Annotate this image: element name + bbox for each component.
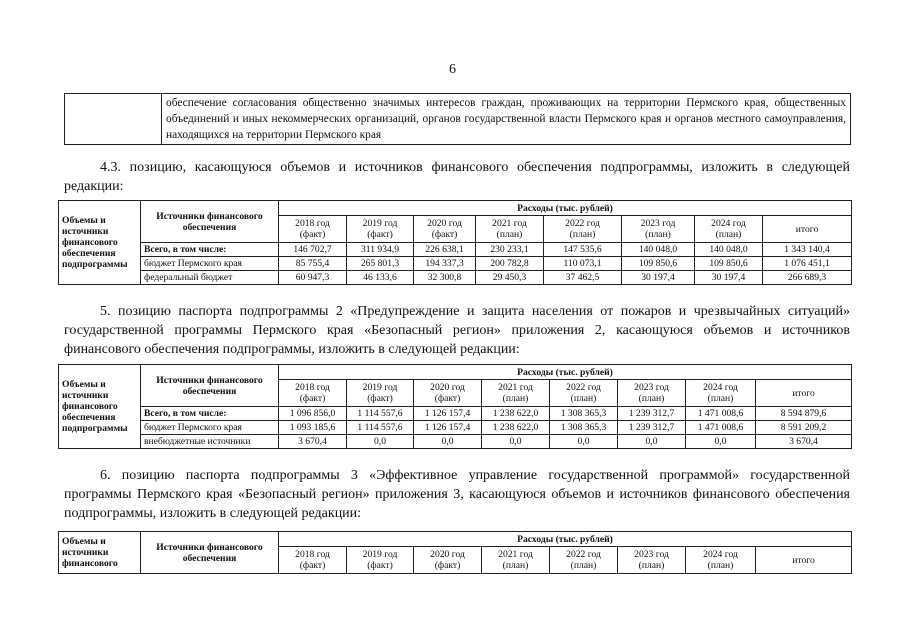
year-type: (факт) [367,229,393,240]
table-row [59,243,852,257]
total-cell: 3 670,4 [756,435,852,449]
value-cell: 140 048,0 [622,243,695,257]
table-row [59,257,852,271]
expenses-header: Расходы (тыс. рублей) [279,365,852,380]
value-cell: 110 073,1 [544,257,622,271]
table-row [59,421,852,435]
financing-table-2 [58,364,852,449]
value-cell: 0,0 [550,435,618,449]
year-header [550,380,618,407]
year-label: 2020 год [430,549,465,560]
value-cell: 146 702,7 [279,243,347,257]
year-type: (факт) [299,560,326,571]
value-cell: 1 114 557,6 [347,407,414,421]
value-cell: 140 048,0 [695,243,763,257]
year-type: (план) [570,560,597,571]
sources-header: Источники финансового обеспечения [141,201,279,243]
value-cell: 311 934,9 [347,243,414,257]
year-type: (план) [645,229,671,240]
year-header [618,547,686,574]
year-type: (план) [570,393,597,404]
value-cell: 1 471 008,6 [686,407,756,421]
year-header [482,380,550,407]
year-header [550,547,618,574]
value-cell: 147 535,6 [544,243,622,257]
year-label: 2019 год [362,549,398,560]
table-row [59,407,852,421]
year-type: (план) [496,229,523,240]
value-cell: 0,0 [686,435,756,449]
value-cell: 200 782,8 [476,257,544,271]
year-label: 2022 год [566,382,601,393]
paragraph-6: 6. позицию паспорта подпрограммы 3 «Эффективное управление государственной программой» государственной программы Пермского края «Безопасный регион» приложения 3, касающуюся объемов и источников финансового обеспечения подпрограммы, изложить в следующей редакции: [64,468,850,521]
year-type: (план) [707,560,734,571]
expenses-header: Расходы (тыс. рублей) [279,201,852,216]
sources-header: Источники финансового обеспечения [141,532,279,574]
total-cell: 1 343 140,4 [763,243,852,257]
value-cell: 1 093 185,6 [279,421,347,435]
year-type: (факт) [434,560,461,571]
value-cell: 37 462,5 [544,271,622,285]
source-cell: Всего, в том числе: [141,243,279,257]
year-label: 2024 год [711,218,746,229]
value-cell: 0,0 [618,435,686,449]
value-cell: 1 471 008,6 [686,421,756,435]
year-type: (факт) [299,393,326,404]
year-label: 2021 год [498,549,533,560]
value-cell: 1 238 622,0 [482,421,550,435]
year-label: 2022 год [566,549,601,560]
paragraph-4-3: 4.3. позицию, касающуюся объемов и источников финансового обеспечения подпрограммы, изложить в следующей редакции: [64,160,850,194]
sources-header: Источники финансового обеспечения [141,365,279,407]
year-label: 2023 год [634,382,669,393]
year-header [482,547,550,574]
year-header [347,216,414,243]
value-cell: 30 197,4 [622,271,695,285]
year-header [414,380,482,407]
value-cell: 30 197,4 [695,271,763,285]
year-header [695,216,763,243]
year-header [414,547,482,574]
year-label: 2020 год [427,218,462,229]
year-label: 2018 год [295,382,330,393]
value-cell: 29 450,3 [476,271,544,285]
year-label: 2019 год [362,382,398,393]
year-header [347,380,414,407]
year-label: 2018 год [295,549,330,560]
value-cell: 1 239 312,7 [618,407,686,421]
value-cell: 1 238 622,0 [482,407,550,421]
source-cell: бюджет Пермского края [141,421,279,435]
total-cell: 266 689,3 [763,271,852,285]
value-cell: 226 638,1 [414,243,476,257]
value-cell: 1 126 157,4 [414,421,482,435]
row-label: Объемы и источники финансового обеспечения подпрограммы [59,365,141,449]
value-cell: 60 947,3 [279,271,347,285]
year-header [279,380,347,407]
year-label: 2018 год [295,218,330,229]
year-header [279,216,347,243]
year-header [279,547,347,574]
value-cell: 1 114 557,6 [347,421,414,435]
value-cell: 1 239 312,7 [618,421,686,435]
value-cell: 3 670,4 [279,435,347,449]
year-type: (план) [638,393,665,404]
source-cell: бюджет Пермского края [141,257,279,271]
year-type: (факт) [299,229,326,240]
year-type: (план) [502,560,529,571]
value-cell: 1 308 365,3 [550,407,618,421]
total-header: итого [763,216,852,243]
year-header [686,380,756,407]
year-type: (факт) [431,229,458,240]
year-header [476,216,544,243]
total-header: итого [756,547,852,574]
total-cell: 1 076 451,1 [763,257,852,271]
expenses-header: Расходы (тыс. рублей) [279,532,852,547]
year-header [622,216,695,243]
page-number: 6 [449,62,456,77]
year-header [686,547,756,574]
value-cell: 109 850,6 [622,257,695,271]
financing-table-1 [58,200,852,285]
source-cell: Всего, в том числе: [141,407,279,421]
total-header: итого [756,380,852,407]
year-label: 2023 год [640,218,676,229]
financing-table-3 [58,531,852,574]
value-cell: 32 300,8 [414,271,476,285]
year-label: 2020 год [430,382,465,393]
year-type: (план) [707,393,734,404]
row-label: Объемы и источники финансового обеспечения подпрограммы [59,201,141,285]
table-row [59,435,852,449]
total-cell: 8 594 879,6 [756,407,852,421]
paragraph-5: 5. позицию паспорта подпрограммы 2 «Предупреждение и защита населения от пожаров и чрезвычайных ситуаций» государственной программы Пермского края «Безопасный регион» приложения 2, касающуюся объемов и источников финансового обеспечения подпрограммы, изложить в следующей редакции: [64,304,850,357]
year-header [414,216,476,243]
year-type: (факт) [367,393,393,404]
year-label: 2024 год [703,549,738,560]
year-header [544,216,622,243]
year-type: (план) [715,229,742,240]
value-cell: 85 755,4 [279,257,347,271]
year-label: 2023 год [634,549,669,560]
value-cell: 1 096 856,0 [279,407,347,421]
value-cell: 0,0 [347,435,414,449]
total-cell: 8 591 209,2 [756,421,852,435]
year-label: 2021 год [498,382,533,393]
empty-cell [65,94,162,145]
source-cell: федеральный бюджет [141,271,279,285]
year-label: 2021 год [492,218,527,229]
value-cell: 0,0 [414,435,482,449]
year-type: (план) [638,560,665,571]
value-cell: 230 233,1 [476,243,544,257]
value-cell: 1 126 157,4 [414,407,482,421]
value-cell: 194 337,3 [414,257,476,271]
value-cell: 265 801,3 [347,257,414,271]
value-cell: 109 850,6 [695,257,763,271]
table-row [59,271,852,285]
year-type: (факт) [367,560,393,571]
year-header [618,380,686,407]
source-cell: внебюджетные источники [141,435,279,449]
continuation-table [64,93,851,145]
value-cell: 1 308 365,3 [550,421,618,435]
year-label: 2019 год [362,218,398,229]
value-cell: 0,0 [482,435,550,449]
year-type: (план) [569,229,596,240]
year-type: (факт) [434,393,461,404]
value-cell: 46 133,6 [347,271,414,285]
continuation-text: обеспечение согласования общественно значимых интересов граждан, проживающих на территории Пермского края, общественных объединений и иных некоммерческих организаций, органов государственной власти Пермского края и органов местного самоуправления, находящихся на территории Пермского края [162,94,851,145]
year-label: 2022 год [565,218,600,229]
year-type: (план) [502,393,529,404]
row-label: Объемы и источники финансового [59,532,141,574]
year-label: 2024 год [703,382,738,393]
year-header [347,547,414,574]
